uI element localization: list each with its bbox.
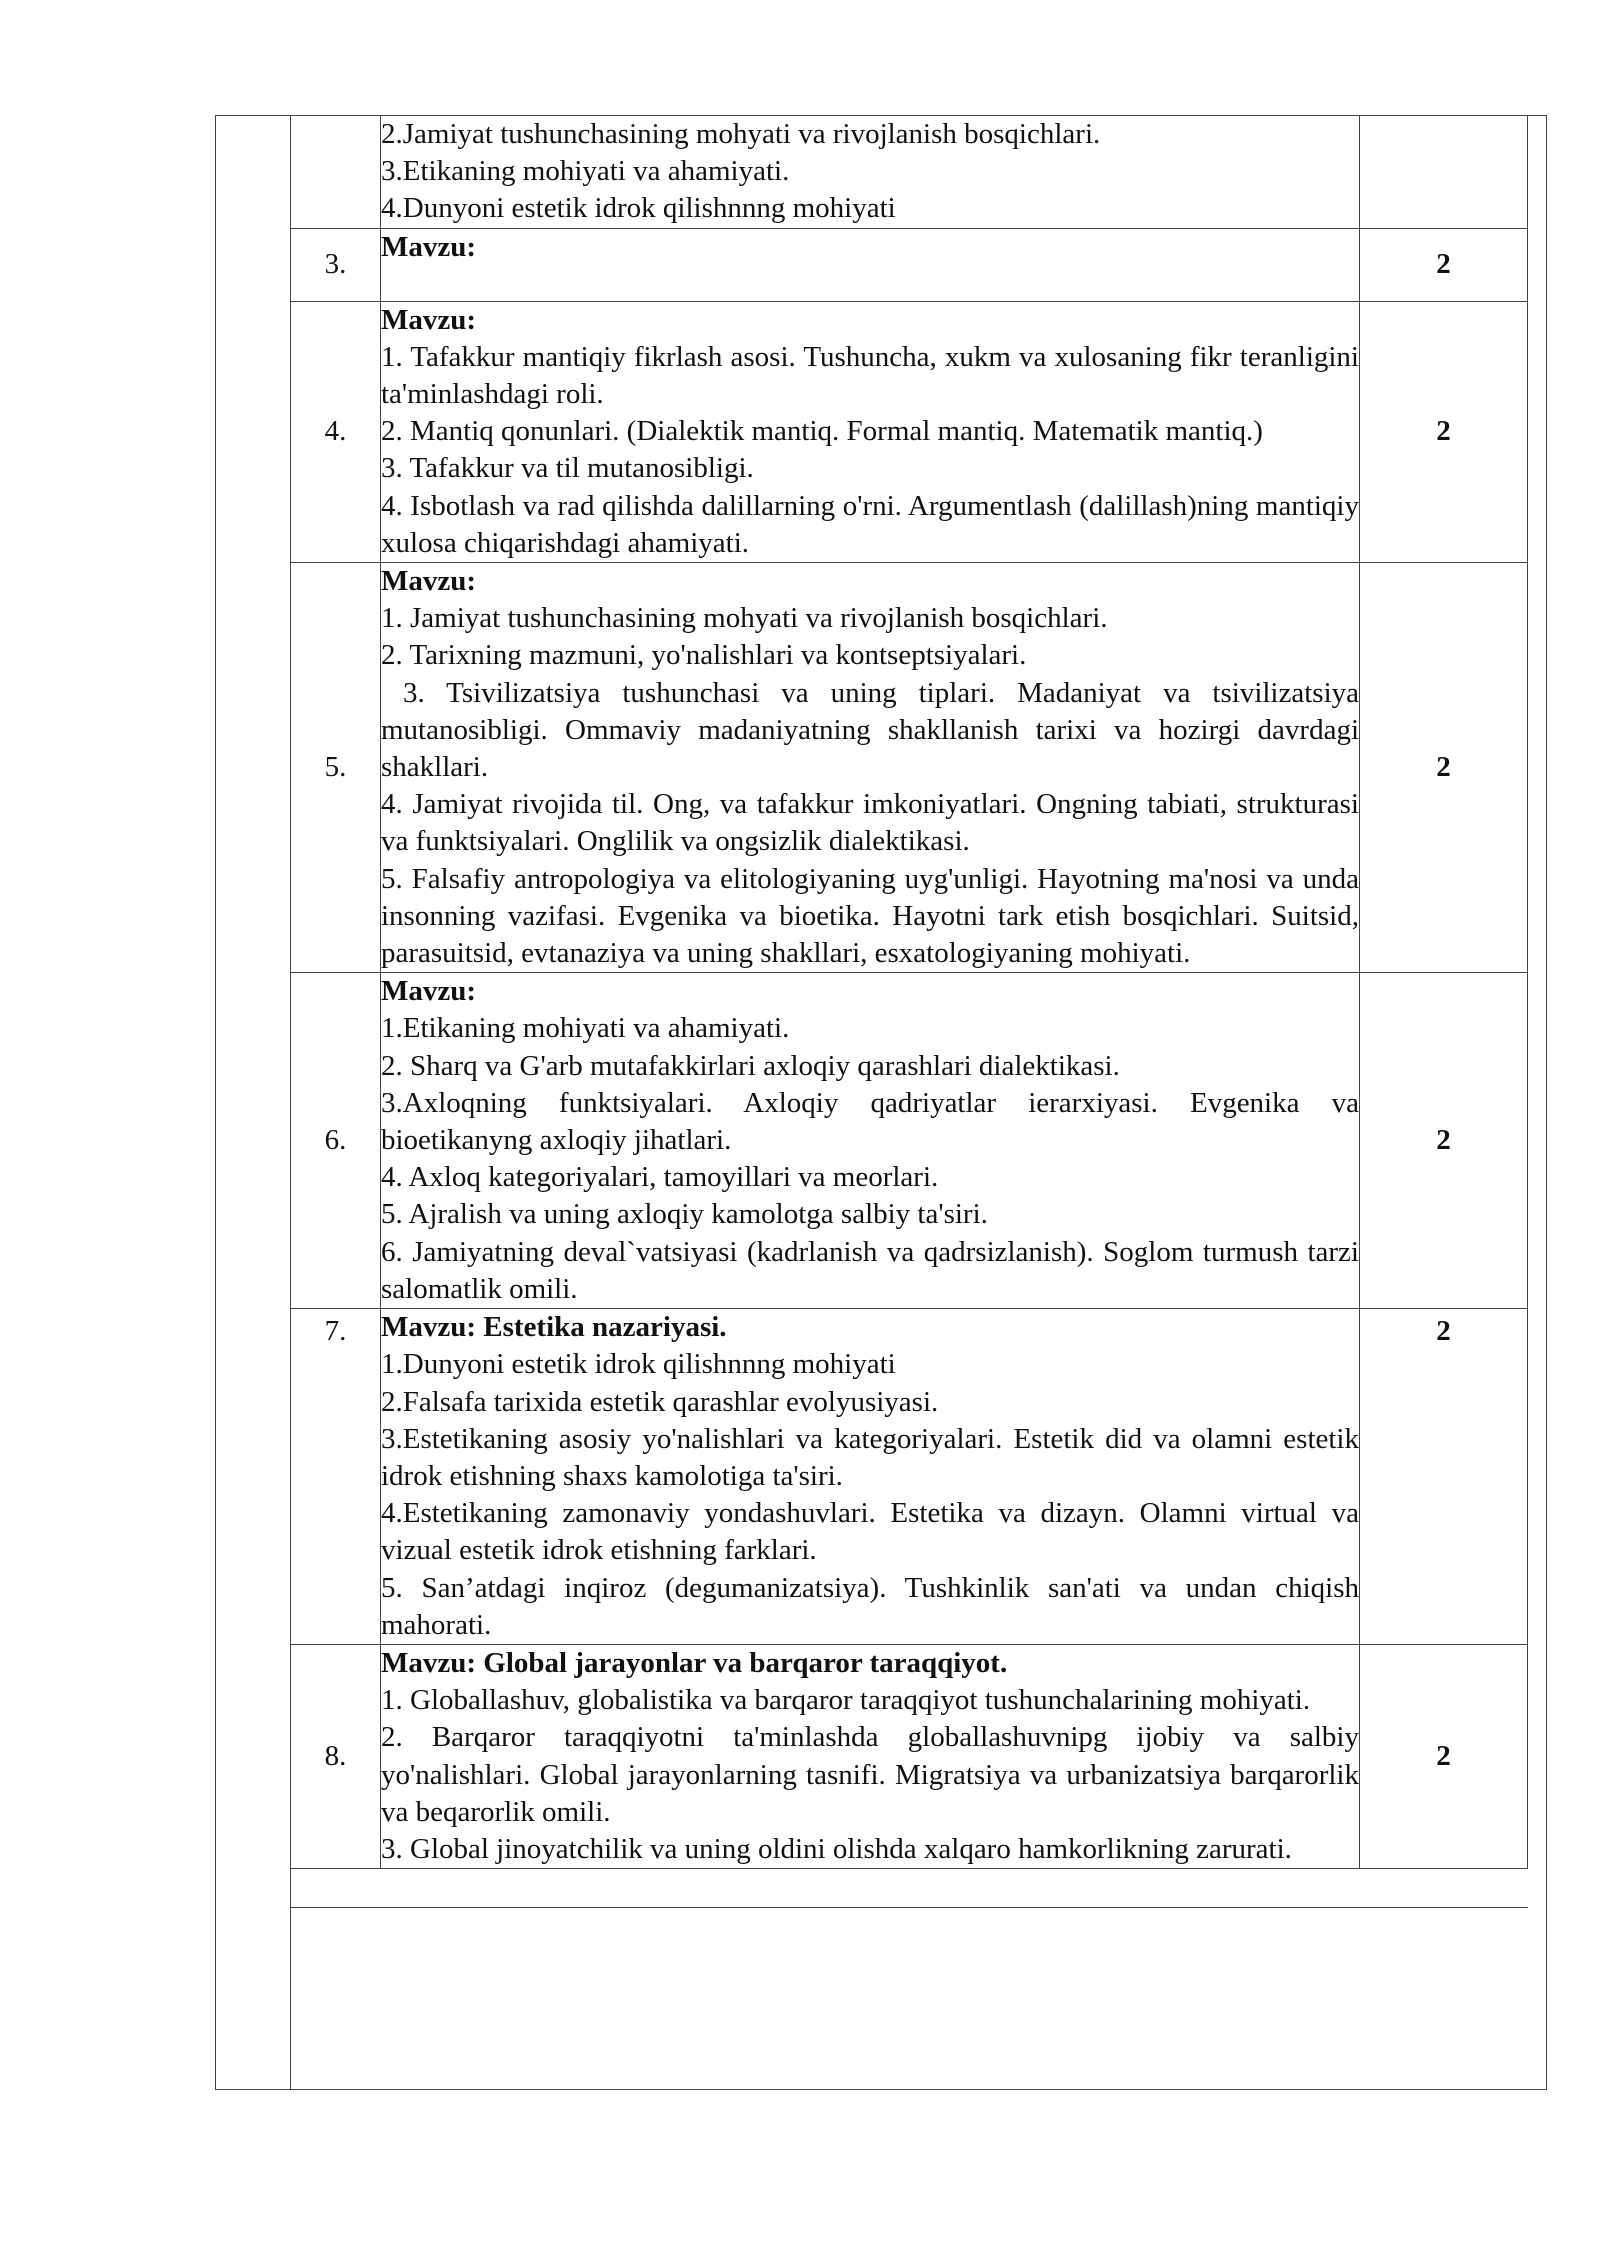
topic-hours: 2 xyxy=(1360,563,1528,973)
topic-content xyxy=(381,1644,1367,1868)
topic-item: 6. Jamiyatning deval`vatsiyasi (kadrlanish va qadrsizlanish). Soglom turmush tarzi salomatlik omili. xyxy=(381,1235,1367,1305)
topic-hours: 2 xyxy=(1360,1309,1528,1645)
topic-item: 4.Dunyoni estetik idrok qilishnnng mohiyati xyxy=(381,192,896,225)
topic-content xyxy=(381,1309,1367,1645)
topic-title: Mavzu: xyxy=(381,565,477,598)
topic-item: 5. Ajralish va uning axloqiy kamolotga salbiy ta'siri. xyxy=(381,1198,988,1231)
topic-content xyxy=(381,563,1367,973)
topic-title: Mavzu: xyxy=(381,975,477,1008)
empty-cell xyxy=(291,1869,1528,1908)
topic-item: 2. Barqaror taraqqiyotni ta'minlashda globallashuvnipg ijobiy va salbiy yo'nalishlari. Global jarayonlarning tasnifi. Migratsiya va urbanizatsiya barqarorlik va beqarorlik omili. xyxy=(381,1721,1367,1828)
topic-item: 4.Estetikaning zamonaviy yondashuvlari. Estetika va dizayn. Olamni virtual va vizual estetik idrok etishning farklari. xyxy=(381,1497,1367,1567)
topic-row xyxy=(291,563,1528,973)
topic-number: 7. xyxy=(291,1309,381,1645)
topic-item: 2. Sharq va G'arb mutafakkirlari axloqiy qarashlari dialektikasi. xyxy=(381,1049,1120,1082)
topic-number: 8. xyxy=(291,1644,381,1868)
topic-number: 3. xyxy=(291,228,381,301)
topic-content xyxy=(381,301,1367,562)
topic-item: 3.Axloqning funktsiyalari. Axloqiy qadriyatlar ierarxiyasi. Evgenika va bioetikanyng axloqiy jihatlari. xyxy=(381,1086,1367,1157)
topic-item: 1.Dunyoni estetik idrok qilishnnng mohiyati xyxy=(381,1348,896,1381)
topic-item: 3. Global jinoyatchilik va uning oldini olishda xalqaro hamkorlikning zarurati. xyxy=(381,1832,1292,1865)
topic-item: 4. Isbotlash va rad qilishda dalillarning o'rni. Argumentlash (dalillash)ning mantiqiy xulosa chiqarishdagi ahamiyati. xyxy=(381,489,1367,559)
topic-row xyxy=(291,228,1528,301)
topic-item: 5. San’atdagi inqiroz (degumanizatsiya). Tushkinlik san'ati va undan chiqish mahorati. xyxy=(381,1571,1367,1641)
topic-row xyxy=(291,116,1528,229)
lesson-plan-body xyxy=(291,116,1528,1908)
topic-hours: 2 xyxy=(1360,301,1528,562)
topic-hours: 2 xyxy=(1360,1644,1528,1868)
topic-hours: 2 xyxy=(1360,973,1528,1309)
topic-item: 3.Estetikaning asosiy yo'nalishlari va kategoriyalari. Estetik did va olamni estetik idrok etishning shaxs kamolotiga ta'siri. xyxy=(381,1422,1367,1492)
topic-item: 2.Falsafa tarixida estetik qarashlar evolyusiyasi. xyxy=(381,1385,939,1418)
topic-row xyxy=(291,973,1528,1309)
topic-item: 2. Tarixning mazmuni, yo'nalishlari va kontseptsiyalari. xyxy=(381,639,1027,672)
topic-item: 3. Tsivilizatsiya tushunchasi va uning tiplari. Madaniyat va tsivilizatsiya mutanosibligi. Ommaviy madaniyatning shakllanish tarixi va hozirgi davrdagi shakllari. xyxy=(381,676,1367,784)
topic-item: 2.Jamiyat tushunchasining mohyati va rivojlanish bosqichlari. xyxy=(381,118,1101,150)
topic-content xyxy=(381,973,1367,1309)
empty-row xyxy=(291,1869,1528,1908)
topic-number: 5. xyxy=(291,563,381,973)
topic-hours: 2 xyxy=(1360,228,1528,301)
topic-content xyxy=(381,228,1360,301)
topic-title: Mavzu: xyxy=(381,230,477,263)
lesson-plan-table xyxy=(290,115,1528,1908)
topic-item: 3. Tafakkur va til mutanosibligi. xyxy=(381,452,754,485)
topic-item: 1.Etikaning mohiyati va ahamiyati. xyxy=(381,1012,790,1045)
topic-item: 2. Mantiq qonunlari. (Dialektik mantiq. Formal mantiq. Matematik mantiq.) xyxy=(381,415,1263,448)
topic-row xyxy=(291,1644,1528,1868)
topic-item: 4. Jamiyat rivojida til. Ong, va tafakkur imkoniyatlari. Ongning tabiati, strukturasi va funktsiyalari. Onglilik va ongsizlik dialektikasi. xyxy=(381,788,1367,858)
topic-content xyxy=(381,116,1360,229)
topic-row xyxy=(291,1309,1528,1645)
topic-title: Mavzu: Global jarayonlar va barqaror taraqqiyot. xyxy=(381,1646,1008,1679)
topic-item: 1. Jamiyat tushunchasining mohyati va rivojlanish bosqichlari. xyxy=(381,602,1108,635)
topic-item: 4. Axloq kategoriyalari, tamoyillari va meorlari. xyxy=(381,1161,939,1194)
topic-item: 1. Globallashuv, globalistika va barqaror taraqqiyot tushunchalarining mohiyati. xyxy=(381,1684,1311,1717)
topic-item: 1. Tafakkur mantiqiy fikrlash asosi. Tushuncha, xukm va xulosaning fikr teranligini ta'minlashdagi roli. xyxy=(381,340,1367,411)
topic-row xyxy=(291,301,1528,562)
topic-number: 4. xyxy=(291,301,381,562)
topic-item: 5. Falsafiy antropologiya va elitologiyaning uyg'unligi. Hayotning ma'nosi va unda insonning vazifasi. Evgenika va bioetika. Hayotni tark etish bosqichlari. Suitsid, parasuitsid, evtanaziya va uning shakllari, esxatologiyaning mohiyati. xyxy=(381,862,1367,970)
topic-hours xyxy=(1360,116,1528,229)
topic-title: Mavzu: xyxy=(381,303,477,336)
topic-title: Mavzu: Estetika nazariyasi. xyxy=(381,1311,727,1344)
topic-number: 6. xyxy=(291,973,381,1309)
topic-number xyxy=(291,116,381,229)
topic-item: 3.Etikaning mohiyati va ahamiyati. xyxy=(381,155,790,188)
